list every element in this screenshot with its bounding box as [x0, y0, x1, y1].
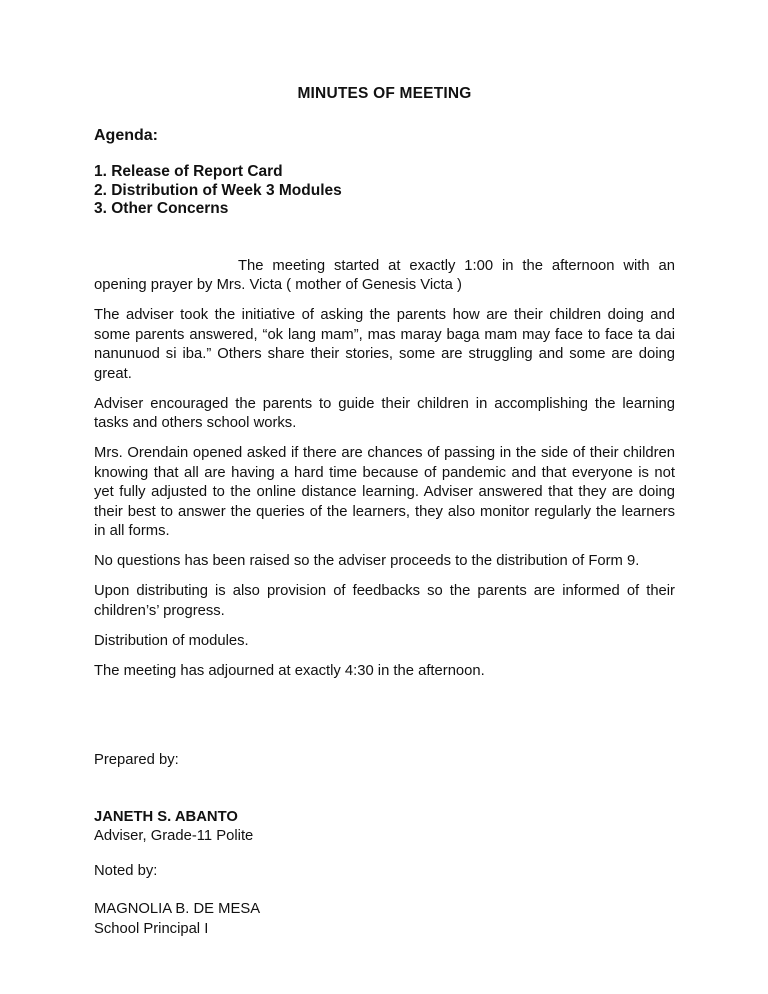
agenda-item: 3. Other Concerns — [94, 200, 229, 217]
paragraph: Mrs. Orendain opened asked if there are chances of passing in the side of their children knowing that all are having a hard time because of pandemic and that everyone is not yet fully adjusted to the online distance learning. Adviser answered that they are doing their best to answer the queries of the learners, they also monitor regularly the learners in all forms. — [94, 445, 675, 539]
paragraph: Upon distributing is also provision of feedbacks so the parents are informed of their children’s’ progress. — [94, 583, 675, 619]
paragraph: Adviser encouraged the parents to guide their children in accomplishing the learning tasks and others school works. — [94, 395, 675, 431]
agenda-item: 2. Distribution of Week 3 Modules — [94, 181, 342, 199]
prepared-by-title: Adviser, Grade-11 Polite — [94, 828, 254, 844]
agenda-item: 1. Release of Report Card — [94, 163, 283, 180]
signature-section — [94, 751, 675, 939]
noted-by-label: Noted by: — [94, 862, 158, 879]
paragraph: The adviser took the initiative of asking the parents how are their children doing and some parents answered, “ok lang mam”, mas maray baga mam may face to face ta dai nanunuod si iba.” Others share their stories, some are struggling and some are doing great. — [94, 307, 675, 382]
agenda-list — [94, 163, 675, 219]
noted-by-name: MAGNOLIA B. DE MESA — [94, 901, 261, 917]
page-title: MINUTES OF MEETING — [297, 85, 472, 102]
agenda-heading: Agenda: — [94, 127, 158, 144]
paragraph: No questions has been raised so the adviser proceeds to the distribution of Form 9. — [94, 553, 640, 569]
document-body — [94, 257, 675, 682]
prepared-by-name: JANETH S. ABANTO — [94, 808, 238, 825]
paragraph: Distribution of modules. — [94, 632, 249, 649]
paragraph: The meeting started at exactly 1:00 in the afternoon with an opening prayer by Mrs. Victa ( mother of Genesis Victa ) — [94, 257, 675, 293]
paragraph: The meeting has adjourned at exactly 4:30 in the afternoon. — [94, 662, 485, 679]
noted-by-title: School Principal I — [94, 920, 209, 937]
prepared-by-label: Prepared by: — [94, 752, 179, 768]
